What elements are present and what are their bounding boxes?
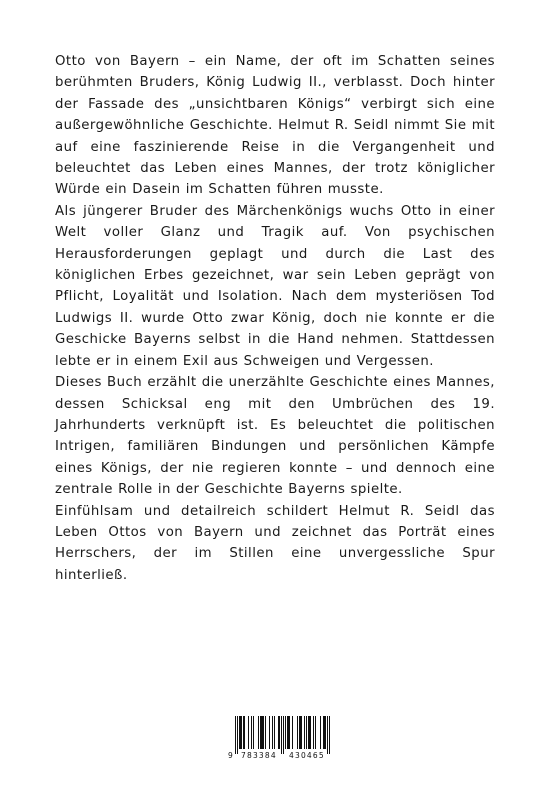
- barcode-bar: [274, 716, 275, 749]
- barcode-bar: [297, 716, 298, 749]
- blurb-paragraph-2: Als jüngerer Bruder des Märchenkönigs wuchs Otto in einer Welt voller Glanz und Tragik auf. Von psychischen Herausforderungen geplagt und durch die Last des königlichen Erbes gezeichnet, war sein Leben geprägt von Pflicht, Loyalität und Isolation. Nach dem mysteriösen Tod Ludwigs II. wurde Otto zwar König, doch nie konnte er die Geschicke Bayerns selbst in die Hand nehmen. Stattdessen lebte er in einem Exil aus Schweigen und Vergessen.: [55, 203, 495, 369]
- barcode-bar: [292, 716, 293, 749]
- barcode-bar: [265, 716, 266, 749]
- barcode-bar: [278, 716, 279, 749]
- barcode-bar: [237, 716, 238, 754]
- blurb-paragraph-3: Dieses Buch erzählt die unerzählte Geschichte eines Mannes, dessen Schicksal eng mit den Umbrüchen des 19. Jahrhunderts verknüpft ist. Es beleuchtet die politischen Intrigen, familiären Bindungen und persönlichen Kämpfe eines Königs, der nie regieren konnte – und dennoch eine zentrale Rolle in der Geschichte Bayerns spielte.: [55, 375, 495, 498]
- barcode-bar: [244, 716, 245, 749]
- barcode-bar: [248, 716, 249, 749]
- barcode-bar: [288, 716, 289, 749]
- barcode-bar: [310, 716, 311, 749]
- barcode-bar: [315, 716, 316, 749]
- barcode-bar: [269, 716, 270, 749]
- barcode-bar: [281, 716, 282, 754]
- barcode-bar: [253, 716, 254, 749]
- barcode-bar: [285, 716, 286, 749]
- barcode-digits: [227, 750, 335, 762]
- barcode-bar: [283, 716, 284, 754]
- barcode-bar: [258, 716, 259, 749]
- barcode-bar: [263, 716, 264, 749]
- blurb-text: [55, 51, 495, 586]
- barcode-bar: [241, 716, 242, 749]
- barcode-bar: [287, 716, 288, 749]
- isbn-barcode: [227, 716, 335, 762]
- barcode-bar: [272, 716, 273, 749]
- barcode-bar: [313, 716, 314, 749]
- barcode-bar: [308, 716, 309, 749]
- barcode-left-group: 783384: [241, 751, 277, 760]
- barcode-bar: [309, 716, 310, 749]
- barcode-bar: [320, 716, 321, 749]
- barcode-bar: [329, 716, 330, 754]
- barcode-bar: [300, 716, 301, 749]
- blurb-paragraph-1: Otto von Bayern – ein Name, der oft im Schatten seines berühmten Bruders, König Ludwig II., verblasst. Doch hinter der Fassade des „unsichtbaren Königs“ verbirgt sich eine außergewöhnliche Geschichte. Helmut R. Seidl nimmt Sie mit auf eine faszinierende Reise in die Vergangenheit und beleuchtet das Leben eines Mannes, der trotz königlicher Würde ein Dasein im Schatten führen musste.: [55, 54, 495, 198]
- barcode-right-group: 430465: [289, 751, 325, 760]
- barcode-bar: [301, 716, 302, 749]
- barcode-bar: [261, 716, 262, 749]
- barcode-bar: [262, 716, 263, 749]
- barcode-bar: [251, 716, 252, 749]
- barcode-bar: [289, 716, 290, 749]
- barcode-bar: [243, 716, 244, 749]
- barcode-bar: [279, 716, 280, 749]
- barcode-lead-digit: 9: [228, 751, 233, 760]
- barcode-bar: [323, 716, 324, 749]
- barcode-bar: [240, 716, 241, 749]
- barcode-bar: [299, 716, 300, 749]
- barcode-bar: [324, 716, 325, 749]
- barcode-bar: [327, 716, 328, 754]
- barcode-bar: [304, 716, 305, 749]
- barcode-bar: [235, 716, 236, 754]
- blurb-paragraph-4: Einfühlsam und detailreich schildert Helmut R. Seidl das Leben Ottos von Bayern und zeichnet das Porträt eines Herrschers, der im Stillen eine unvergessliche Spur hinterließ.: [55, 503, 495, 583]
- barcode-bar: [239, 716, 240, 749]
- barcode-bar: [260, 716, 261, 749]
- barcode-bar: [306, 716, 307, 749]
- barcode-bar: [325, 716, 326, 749]
